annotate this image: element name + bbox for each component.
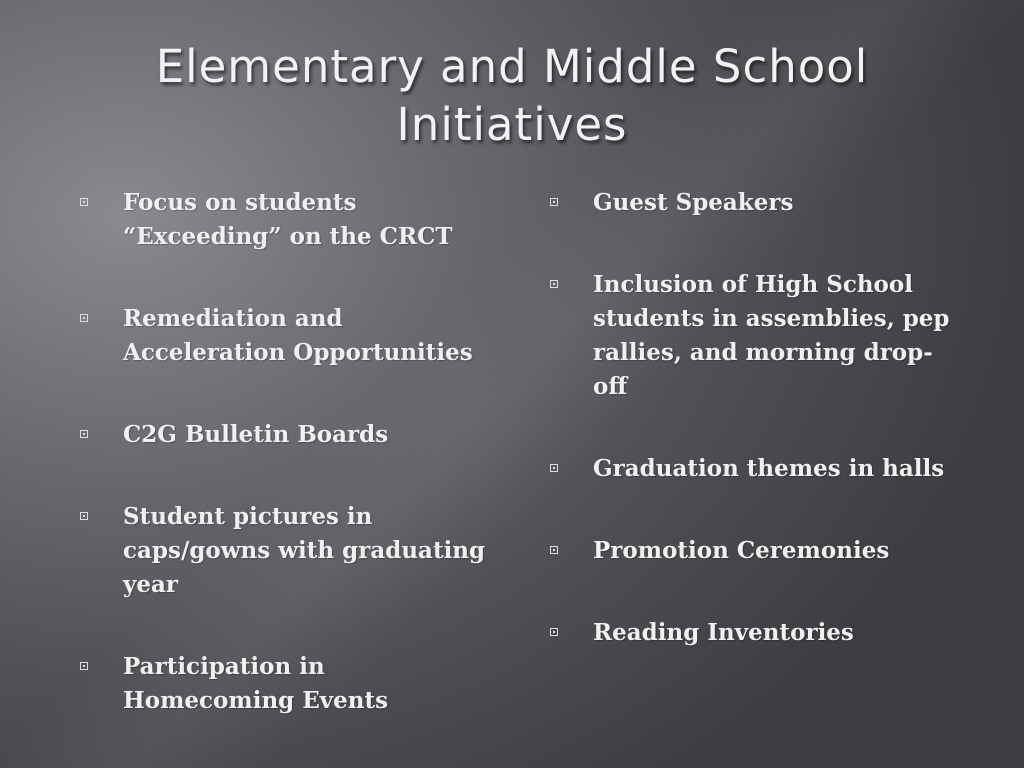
bullet-text-line: “Exceeding” on the CRCT: [123, 223, 453, 250]
square-bullet-icon: [80, 662, 88, 670]
bullet-text-line: caps/gowns with graduating: [123, 537, 486, 564]
list-item: [550, 534, 970, 568]
slide-title: [60, 38, 964, 154]
bullet-text-line: Reading Inventories: [593, 619, 854, 646]
slide-title-line: Initiatives: [396, 98, 628, 151]
square-bullet-icon: [550, 464, 558, 472]
bullet-text-line: Guest Speakers: [593, 189, 794, 216]
right-bullet-list: [550, 186, 970, 650]
list-item: [80, 418, 510, 452]
square-bullet-icon: [80, 198, 88, 206]
left-bullet-list: [80, 186, 510, 718]
list-item: [550, 616, 970, 650]
bullet-text-line: Participation in: [123, 653, 325, 680]
square-bullet-icon: [80, 430, 88, 438]
list-item: [80, 650, 510, 718]
bullet-text-line: Inclusion of High School: [593, 271, 913, 298]
square-bullet-icon: [550, 546, 558, 554]
list-item: [550, 452, 970, 486]
bullet-text-line: C2G Bulletin Boards: [123, 421, 389, 448]
list-item: [80, 186, 510, 254]
bullet-text-line: students in assemblies, pep: [593, 305, 950, 332]
square-bullet-icon: [80, 314, 88, 322]
bullet-text-line: Student pictures in: [123, 503, 373, 530]
square-bullet-icon: [550, 198, 558, 206]
list-item: [80, 500, 510, 602]
bullet-text-line: Acceleration Opportunities: [123, 339, 473, 366]
list-item: [80, 302, 510, 370]
list-item: [550, 186, 970, 220]
bullet-text-line: rallies, and morning drop-: [593, 339, 933, 366]
square-bullet-icon: [550, 628, 558, 636]
square-bullet-icon: [550, 280, 558, 288]
bullet-text-line: Focus on students: [123, 189, 357, 216]
bullet-text-line: off: [593, 373, 628, 400]
bullet-text-line: Graduation themes in halls: [593, 455, 945, 482]
bullet-text-line: Homecoming Events: [123, 687, 389, 714]
square-bullet-icon: [80, 512, 88, 520]
bullet-text-line: Promotion Ceremonies: [593, 537, 890, 564]
bullet-text-line: Remediation and: [123, 305, 343, 332]
list-item: [550, 268, 970, 404]
slide-title-line: Elementary and Middle School: [155, 40, 869, 93]
bullet-text-line: year: [123, 571, 179, 598]
